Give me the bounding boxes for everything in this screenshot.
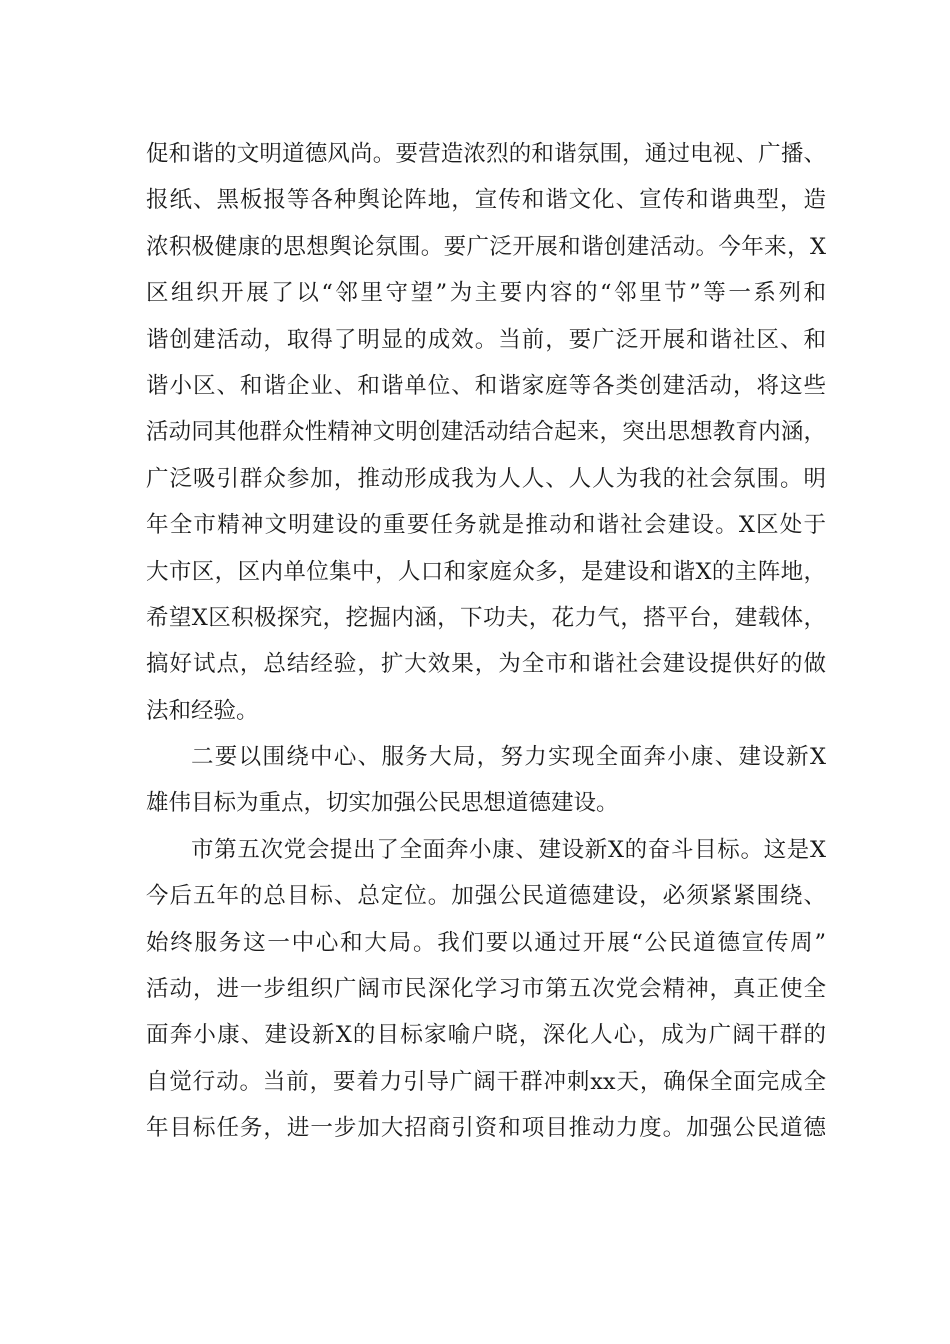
text-line: 二要以围绕中心、服务大局，努力实现全面奔小康、建设新X: [191, 744, 826, 771]
text-line: 自觉行动。当前，要着力引导广阔干群冲刺xx天，确保全面完成全: [146, 1068, 826, 1095]
text-line: 区组织开展了以“邻里守望”为主要内容的“邻里节”等一系列和: [146, 280, 826, 307]
text-line: 活动同其他群众性精神文明创建活动结合起来，突出思想教育内涵，: [146, 419, 826, 446]
text-line: 搞好试点，总结经验，扩大效果，为全市和谐社会建设提供好的做: [146, 651, 826, 678]
text-line: 年目标任务，进一步加大招商引资和项目推动力度。加强公民道德: [146, 1115, 826, 1142]
text-line: 年全市精神文明建设的重要任务就是推动和谐社会建设。X区处于: [146, 512, 826, 539]
text-line: 大市区，区内单位集中，人口和家庭众多，是建设和谐X的主阵地，: [146, 558, 826, 585]
text-line: 雄伟目标为重点，切实加强公民思想道德建设。: [146, 790, 619, 817]
text-line: 活动，进一步组织广阔市民深化学习市第五次党会精神，真正使全: [146, 976, 826, 1003]
text-line: 促和谐的文明道德风尚。要营造浓烈的和谐氛围，通过电视、广播、: [146, 141, 826, 167]
text-line: 市第五次党会提出了全面奔小康、建设新X的奋斗目标。这是X: [191, 836, 826, 863]
paragraph-section-heading: [146, 734, 826, 827]
text-line: 面奔小康、建设新X的目标家喻户晓，深化人心，成为广阔干群的: [146, 1022, 826, 1049]
text-line: 希望X区积极探究，挖掘内涵，下功夫，花力气，搭平台，建载体，: [146, 604, 826, 631]
text-line: 法和经验。: [146, 697, 259, 724]
text-line: 谐创建活动，取得了明显的成效。当前，要广泛开展和谐社区、和: [146, 326, 826, 353]
document-body: [146, 131, 826, 1152]
paragraph-harmony-activities: [146, 131, 826, 734]
text-line: 始终服务这一中心和大局。我们要以通过开展“公民道德宣传周”: [146, 929, 826, 956]
text-line: 报纸、黑板报等各种舆论阵地，宣传和谐文化、宣传和谐典型，造: [146, 187, 826, 214]
text-line: 谐小区、和谐企业、和谐单位、和谐家庭等各类创建活动，将这些: [146, 372, 826, 399]
text-line: 浓积极健康的思想舆论氛围。要广泛开展和谐创建活动。今年来，X: [146, 233, 826, 260]
paragraph-party-congress: [146, 827, 826, 1152]
text-line: 广泛吸引群众参加，推动形成我为人人、人人为我的社会氛围。明: [146, 465, 826, 492]
text-line: 今后五年的总目标、总定位。加强公民道德建设，必须紧紧围绕、: [146, 883, 826, 910]
